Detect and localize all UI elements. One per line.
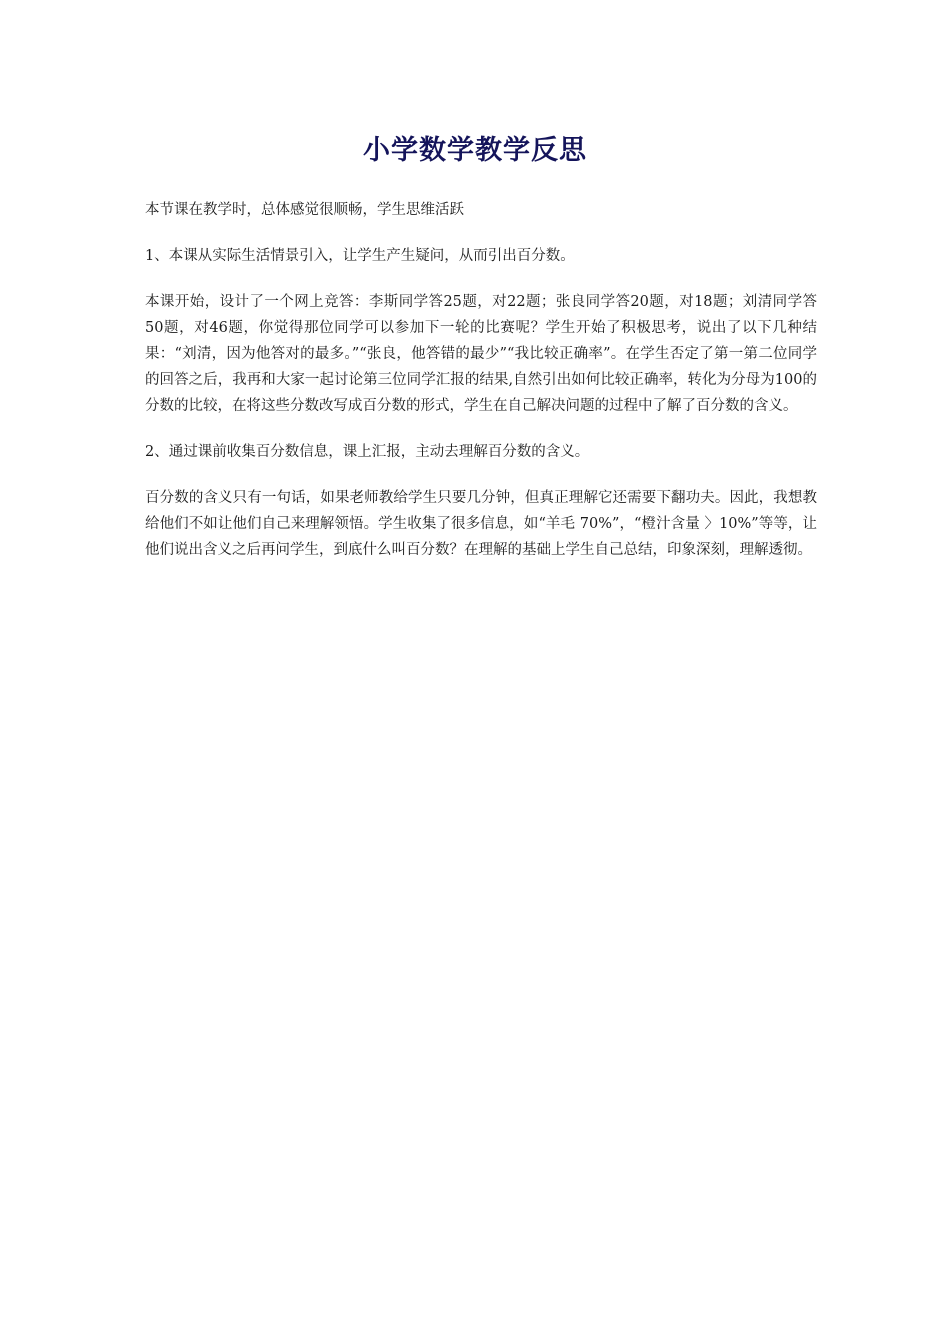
document-body xyxy=(145,197,817,583)
document-title: 小学数学教学反思 xyxy=(363,135,587,166)
intro-paragraph: 本节课在教学时，总体感觉很顺畅，学生思维活跃 xyxy=(145,202,464,218)
point-1-body: 本课开始，设计了一个网上竞答：李斯同学答25题，对22题；张良同学答20题，对18题；刘清同学答50题，对46题，你觉得那位同学可以参加下一轮的比赛呢？学生开始了积极思考，说出了以下几种结果：“刘清，因为他答对的最多。”“张良，他答错的最少”“我比较正确率”。在学生否定了第一第二位同学的回答之后，我再和大家一起讨论第三位同学汇报的结果,自然引出如何比较正确率，转化为分母为100的分数的比较，在将这些分数改写成百分数的形式，学生在自己解决问题的过程中了解了百分数的含义。 xyxy=(145,294,817,414)
point-1-heading: 1、本课从实际生活情景引入，让学生产生疑问，从而引出百分数。 xyxy=(145,248,575,264)
point-2-heading: 2、通过课前收集百分数信息，课上汇报，主动去理解百分数的含义。 xyxy=(145,444,590,460)
point-2-body: 百分数的含义只有一句话，如果老师教给学生只要几分钟，但真正理解它还需要下翻功夫。因此，我想教给他们不如让他们自己来理解领悟。学生收集了很多信息，如“羊毛 70%”，“橙汁含量 〉10%”等等，让他们说出含义之后再问学生，到底什么叫百分数？在理解的基础上学生自己总结，印象深刻，理解透彻。 xyxy=(145,490,817,558)
